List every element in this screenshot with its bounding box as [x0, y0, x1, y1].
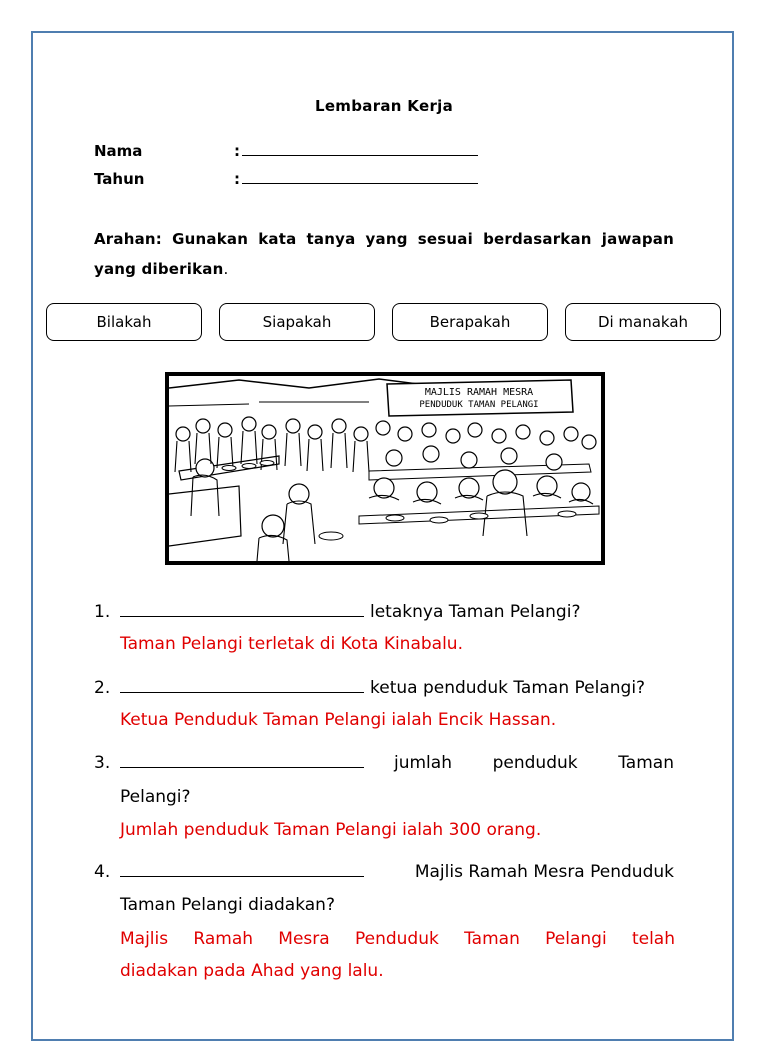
name-blank-line[interactable] — [242, 140, 478, 156]
question-4-continued: Taman Pelangi diadakan? — [120, 895, 335, 915]
question-4-text: Majlis Ramah Mesra Penduduk — [414, 862, 674, 882]
year-blank-line[interactable] — [242, 168, 478, 184]
question-3-word-2: penduduk — [492, 753, 578, 773]
question-3-continued: Pelangi? — [120, 787, 191, 807]
year-label: Tahun — [94, 170, 145, 188]
question-1-blank[interactable] — [120, 598, 364, 617]
answer-1: Taman Pelangi terletak di Kota Kinabalu. — [120, 634, 463, 654]
year-field — [94, 168, 478, 188]
crowd-drawing — [169, 376, 601, 561]
question-1-text: letaknya Taman Pelangi? — [370, 602, 581, 622]
question-2 — [94, 672, 674, 704]
instruction-text: Arahan: Gunakan kata tanya yang sesuai berdasarkan jawapan yang diberikan — [94, 230, 674, 278]
answer-3: Jumlah penduduk Taman Pelangi ialah 300 orang. — [120, 820, 542, 840]
name-label: Nama — [94, 142, 143, 160]
question-3-word-1: jumlah — [394, 753, 452, 773]
name-field — [94, 140, 478, 160]
question-3-blank[interactable] — [120, 749, 364, 768]
instruction — [94, 224, 674, 284]
question-3-word-3: Taman — [618, 753, 674, 773]
question-2-blank[interactable] — [120, 674, 364, 693]
name-sep: : — [234, 142, 240, 160]
question-2-number: 2. — [94, 678, 111, 698]
question-1 — [94, 596, 674, 628]
question-3-text — [370, 747, 674, 779]
banner-line-1: MAJLIS RAMAH MESRA — [424, 387, 534, 398]
banner-line-2: PENDUDUK TAMAN PELANGI — [419, 400, 539, 410]
answer-4-line-1: Majlis Ramah Mesra Penduduk Taman Pelangi telah — [120, 929, 675, 949]
instruction-period: . — [223, 260, 229, 278]
answer-4-line-2: diadakan pada Ahad yang lalu. — [120, 961, 384, 981]
question-3-number: 3. — [94, 753, 111, 773]
question-1-number: 1. — [94, 602, 111, 622]
choice-di-manakah: Di manakah — [565, 303, 721, 341]
question-4-number: 4. — [94, 862, 111, 882]
year-sep: : — [234, 170, 240, 188]
choice-bilakah: Bilakah — [46, 303, 202, 341]
event-illustration — [165, 372, 605, 565]
question-2-text: ketua penduduk Taman Pelangi? — [370, 678, 646, 698]
question-4 — [94, 856, 674, 888]
choice-berapakah: Berapakah — [392, 303, 548, 341]
banner — [387, 380, 573, 416]
page-title: Lembaran Kerja — [314, 97, 454, 115]
choice-siapakah: Siapakah — [219, 303, 375, 341]
question-3 — [94, 747, 674, 779]
question-4-blank[interactable] — [120, 858, 364, 877]
answer-2: Ketua Penduduk Taman Pelangi ialah Encik Hassan. — [120, 710, 557, 730]
